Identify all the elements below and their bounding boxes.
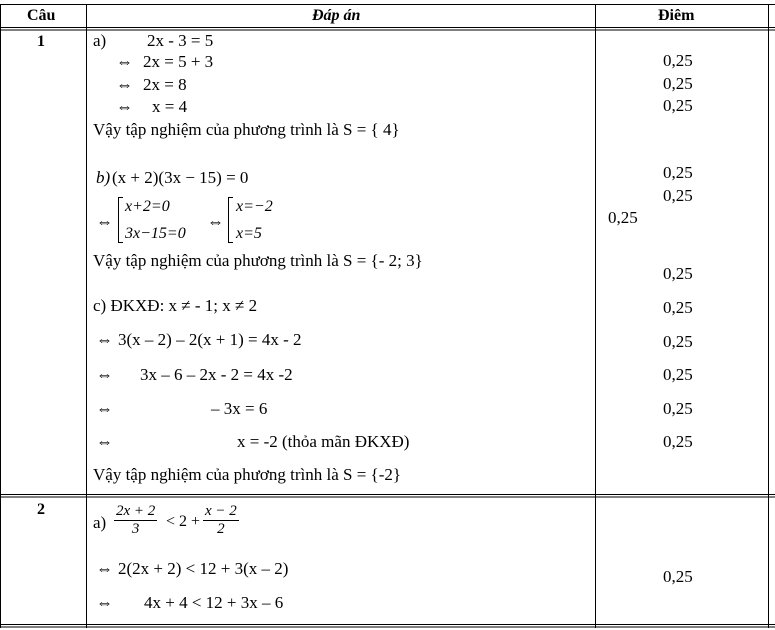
q1-b-sys1-bottom: 3x−15=0 xyxy=(125,225,186,242)
q1-a-eq1: 2x - 3 = 5 xyxy=(147,31,214,50)
q2-inequality-middle: < 2 + xyxy=(166,513,201,530)
score: 0,25 xyxy=(663,332,693,351)
q1-c-line2: 3x – 6 – 2x - 2 = 4x -2 xyxy=(140,365,293,384)
score: 0,25 xyxy=(663,74,693,93)
score: 0,25 xyxy=(663,399,693,418)
q2-a-label: a) xyxy=(93,513,107,532)
header-cau: Câu xyxy=(27,7,56,24)
q1-c-conclusion: Vậy tập nghiệm của phương trình là S = {-2} xyxy=(93,465,402,484)
header-diem: Điêm xyxy=(658,7,695,24)
q1-a-eq2: 2x = 5 + 3 xyxy=(143,52,214,71)
q1-a-conclusion: Vậy tập nghiệm của phương trình là S = { 4} xyxy=(93,120,400,139)
iff-symbol: ⇔ xyxy=(116,97,133,116)
question-2-number: 2 xyxy=(37,501,45,518)
q2-a-line2: 4x + 4 < 12 + 3x – 6 xyxy=(144,593,284,612)
fraction-denominator: 3 xyxy=(131,521,140,537)
q1-b-label: b) xyxy=(96,168,111,187)
question-1-number: 1 xyxy=(37,33,45,50)
fraction-numerator: 2x + 2 xyxy=(116,503,156,519)
q1-c-dkxd: c) ĐKXĐ: x ≠ - 1; x ≠ 2 xyxy=(93,296,258,315)
score: 0,25 xyxy=(663,96,693,115)
score: 0,25 xyxy=(663,51,693,70)
fraction-numerator: x − 2 xyxy=(205,503,237,519)
score: 0,25 xyxy=(663,186,693,205)
q1-a-eq3: 2x = 8 xyxy=(143,75,187,94)
q2-fraction-1 xyxy=(114,503,157,538)
q1-c-line3: – 3x = 6 xyxy=(211,399,268,418)
score: 0,25 xyxy=(663,264,693,283)
iff-symbol: ⇔ xyxy=(207,212,224,231)
score: 0,25 xyxy=(663,298,693,317)
q1-a-eq4: x = 4 xyxy=(152,97,188,116)
score: 0,25 xyxy=(663,163,693,182)
iff-symbol: ⇔ xyxy=(96,212,113,231)
q1-b-equation: (x + 2)(3x − 15) = 0 xyxy=(112,168,249,187)
iff-symbol: ⇔ xyxy=(96,399,113,418)
system-bracket xyxy=(228,197,233,243)
q1-b-conclusion: Vậy tập nghiệm của phương trình là S = {- 2; 3} xyxy=(93,251,423,270)
iff-symbol: ⇔ xyxy=(96,330,113,349)
q1-b-sys2-bottom: x=5 xyxy=(236,225,262,242)
q2-fraction-2 xyxy=(203,503,239,538)
header-dap-an: Đáp án xyxy=(312,7,361,24)
iff-symbol: ⇔ xyxy=(96,593,113,612)
iff-symbol: ⇔ xyxy=(96,432,113,451)
q1-a-label: a) xyxy=(93,31,107,50)
score: 0,25 xyxy=(663,567,693,586)
iff-symbol: ⇔ xyxy=(96,559,113,578)
q1-b-sys1-top: x+2=0 xyxy=(125,198,170,215)
score: 0,25 xyxy=(663,432,693,451)
q1-c-line1: 3(x – 2) – 2(x + 1) = 4x - 2 xyxy=(118,330,302,349)
iff-symbol: ⇔ xyxy=(96,365,113,384)
q1-c-line4: x = -2 (thỏa mãn ĐKXĐ) xyxy=(237,432,410,451)
q2-a-line1: 2(2x + 2) < 12 + 3(x – 2) xyxy=(118,559,289,578)
system-bracket xyxy=(118,197,123,243)
q1-b-sys2-top: x=−2 xyxy=(236,198,273,215)
iff-symbol: ⇔ xyxy=(116,75,133,94)
score: 0,25 xyxy=(608,208,638,227)
fraction-denominator: 2 xyxy=(217,521,225,537)
score: 0,25 xyxy=(663,365,693,384)
iff-symbol: ⇔ xyxy=(116,52,133,71)
